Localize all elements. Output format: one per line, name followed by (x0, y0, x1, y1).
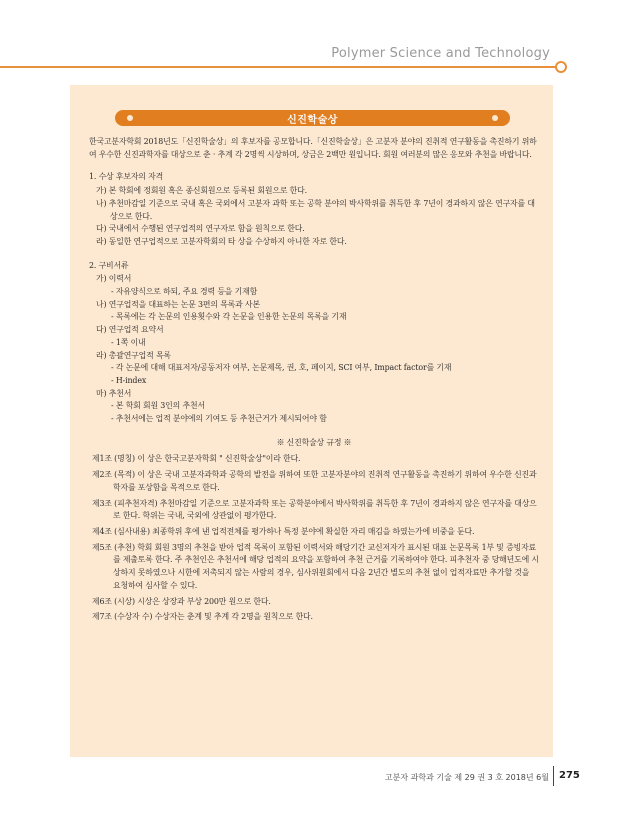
rule-article: 제4조 (심사내용) 최종학위 후에 낸 업적전체를 평가하나 특정 분야에 확실한 자리 매김을 하였는가에 비중을 둔다. (92, 526, 475, 536)
intro-paragraph: 한국고분자학회 2018년도「신진학술상」의 후보자를 공모합니다.「신진학술상」은 고분자 분야의 진취적 연구활동을 촉진하기 위하여 우수한 신진과학자를 대상으로 춘 · 추계 각 2명씩 시상하며, 상금은 2백만 원입니다. 회원 여러분의 많은 응모와 추천을 바랍니다. (89, 137, 537, 159)
sub-item: - 각 논문에 대해 대표저자/공동저자 여부, 논문제목, 권, 호, 페이지, SCI 여부, Impact factor를 기재 (111, 363, 452, 373)
sub-item: - 목록에는 각 논문의 인용횟수와 각 논문을 인용한 논문의 목록을 기재 (111, 312, 347, 322)
section-title: 1. 수상 후보자의 자격 (89, 172, 164, 182)
sub-item: - 자유양식으로 하되, 주요 경력 등을 기재함 (111, 287, 258, 297)
list-item: 다) 국내에서 수행된 연구업적의 연구자로 함을 원칙으로 한다. (96, 224, 305, 234)
award-title: 신진학술상 (287, 115, 338, 126)
banner-dot-right (492, 115, 498, 121)
eligibility-section (89, 171, 539, 248)
list-item: 라) 총괄연구업적 목록 (96, 350, 171, 360)
journal-header (0, 0, 622, 75)
journal-citation: 고분자 과학과 기술 제 29 권 3 호 2018년 6월 (384, 773, 549, 782)
list-item: 가) 본 학회에 정회원 혹은 종신회원으로 등록된 회원으로 한다. (96, 186, 307, 196)
sub-item: - 추천서에는 업적 분야에의 기여도 등 추천근거가 제시되어야 함 (111, 414, 327, 424)
page-footer (0, 766, 622, 786)
rule-article: 제7조 (수상자 수) 수상자는 춘계 및 추계 각 2명을 원칙으로 한다. (92, 612, 313, 622)
documents-section (89, 260, 539, 426)
header-circle-ornament (555, 61, 567, 73)
list-item: 가) 이력서 (96, 274, 132, 284)
journal-title: Polymer Science and Technology (331, 46, 550, 61)
list-item: 나) 추천마감일 기준으로 국내 혹은 국외에서 고분자 과학 또는 공학 분야의 박사학위를 취득한 후 7년이 경과하지 않은 연구자를 대상으로 한다. (96, 198, 535, 221)
rule-article: 제6조 (시상) 시상은 상장과 부상 200만 원으로 한다. (92, 596, 271, 606)
rule-article: 제2조 (목적) 이 상은 국내 고분자과학과 공학의 발전을 위하여 또한 고분자분야의 진취적 연구활동을 촉진하기 위하여 우수한 신진과학자를 포상함을 목적으로 한다. (92, 470, 537, 492)
sub-item: - H-index (111, 375, 147, 385)
section-title: 2. 구비서류 (89, 260, 129, 270)
rules-section (89, 437, 539, 624)
list-item: 라) 동일한 연구업적으로 고분자학회의 타 상을 수상하지 아니한 자로 한다. (96, 236, 347, 246)
award-banner (115, 110, 510, 126)
rule-article: 제1조 (명칭) 이 상은 한국고분자학회 " 신진학술상"이라 한다. (92, 454, 301, 464)
announcement-body (89, 136, 539, 627)
rule-article: 제3조 (피추천자격) 추천마감일 기준으로 고분자과학 또는 공학분야에서 박사학위를 취득한 후 7년이 경과하지 않은 연구자를 대상으로 한다. 학위는 국내, 국외에 상관없이 평가한다. (92, 498, 537, 521)
sub-item: - 1쪽 이내 (111, 337, 146, 347)
rules-heading: ※ 신진학술상 규정 ※ (276, 437, 352, 447)
page-number: 275 (559, 770, 580, 781)
sub-item: - 본 학회 회원 3인의 추천서 (111, 401, 205, 411)
list-item: 다) 연구업적 요약서 (96, 325, 164, 335)
header-rule (0, 66, 557, 68)
footer-divider (553, 766, 554, 786)
list-item: 마) 추천서 (96, 388, 132, 398)
list-item: 나) 연구업적을 대표하는 논문 3편의 목록과 사본 (96, 299, 260, 309)
rule-article: 제5조 (추천) 학회 회원 3명의 추천을 받아 업적 목록이 포함된 이력서와 해당기간 교신저자가 표시된 대표 논문목록 1부 및 증빙자료를 제출토록 한다. 주 추천인은 추천서에 해당 업적의 요약을 포함하여 추천 근거를 기록하여야 한다. 피추천자 중 당해년도에 시상하지 못하였으나 시한에 저촉되지 않는 사람의 경우, 심사위원회에서 다음 2년간 별도의 추천 없이 업적자료만 추가할 것을 요청하여 심사할 수 있다. (92, 542, 539, 590)
